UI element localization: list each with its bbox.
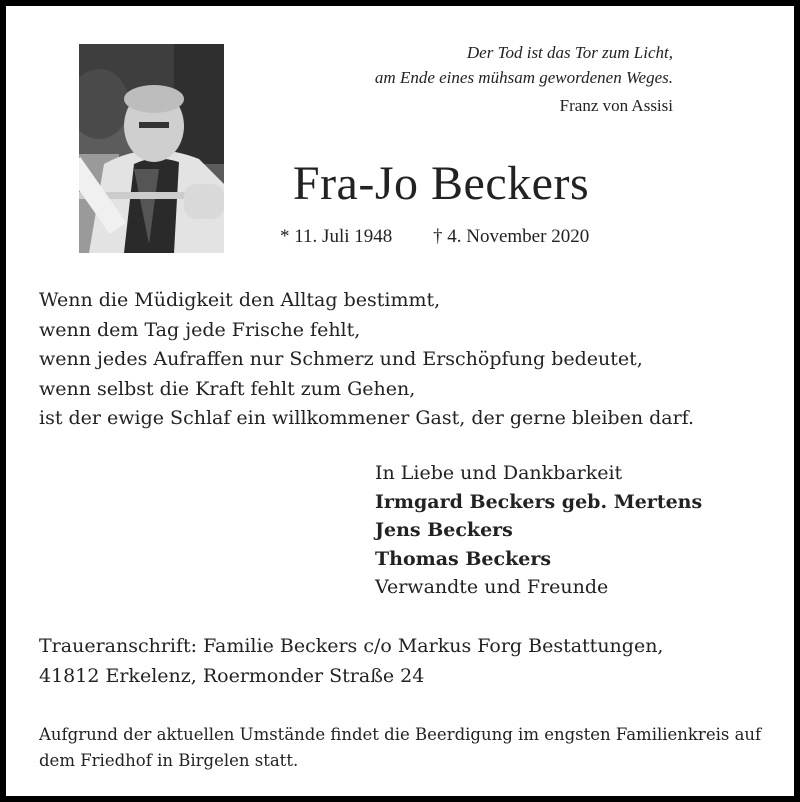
deceased-name: Fra-Jo Beckers <box>292 157 590 210</box>
mourners <box>375 459 775 602</box>
poem <box>39 286 759 434</box>
portrait-photo <box>79 44 224 253</box>
funeral-note-line: Aufgrund der aktuellen Umstände findet die Beerdigung im engsten Familienkreis auf <box>39 725 762 744</box>
mourning-address <box>39 631 759 691</box>
poem-line: wenn dem Tag jede Frische fehlt, <box>39 318 361 341</box>
address-line: 41812 Erkelenz, Roermonder Straße 24 <box>39 665 425 687</box>
address-line: Traueranschrift: Familie Beckers c/o Markus Forg Bestattungen, <box>39 635 664 657</box>
mourner-name: Jens Beckers <box>375 519 513 541</box>
poem-line: wenn jedes Aufraffen nur Schmerz und Erschöpfung bedeutet, <box>39 348 643 370</box>
mourners-intro: In Liebe und Dankbarkeit <box>375 462 623 484</box>
funeral-note-line: dem Friedhof in Birgelen statt. <box>39 751 299 770</box>
quote-line: am Ende eines mühsam gewordenen Weges. <box>374 68 673 87</box>
mourner-name: Thomas Beckers <box>375 547 552 570</box>
quote-line: Der Tod ist das Tor zum Licht, <box>466 43 673 62</box>
birth-date: * 11. Juli 1948 <box>280 226 393 247</box>
mourners-outro: Verwandte und Freunde <box>375 576 609 598</box>
funeral-note <box>39 722 769 774</box>
quote <box>336 40 673 90</box>
death-date: † 4. November 2020 <box>433 226 590 247</box>
mourner-name: Irmgard Beckers geb. Mertens <box>375 490 703 513</box>
quote-author: Franz von Assisi <box>559 96 673 115</box>
portrait-photo-graphic <box>79 44 224 253</box>
poem-line: Wenn die Müdigkeit den Alltag bestimmt, <box>39 289 441 311</box>
poem-line: wenn selbst die Kraft fehlt zum Gehen, <box>39 377 416 400</box>
poem-line: ist der ewige Schlaf ein willkommener Gast, der gerne bleiben darf. <box>39 407 695 429</box>
